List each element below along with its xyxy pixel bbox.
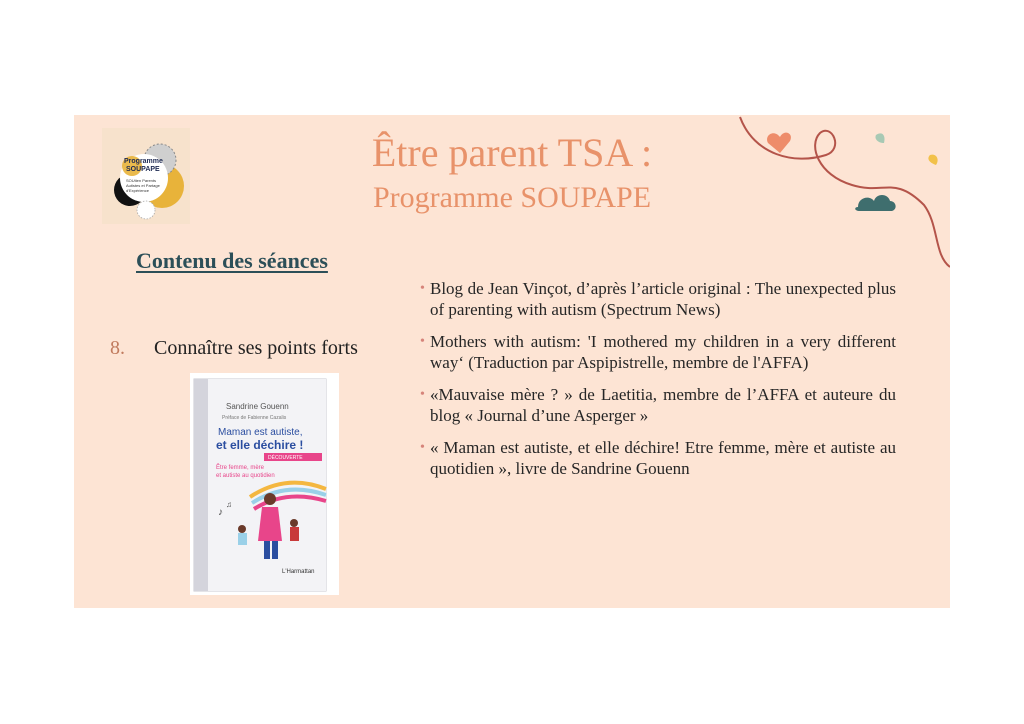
item-text: Connaître ses points forts xyxy=(154,337,358,359)
book-title-1: Maman est autiste, xyxy=(218,427,303,438)
svg-text:♪: ♪ xyxy=(218,507,223,518)
resource-list xyxy=(420,278,896,490)
slide-subtitle: Programme SOUPAPE xyxy=(372,181,652,214)
list-item xyxy=(420,384,896,426)
bullet-icon: • xyxy=(420,440,425,455)
book-author: Sandrine Gouenn xyxy=(226,402,289,411)
logo-text-tagline: SOUtien Parents Autistes et Partage d'Expérience xyxy=(126,178,160,193)
list-item-text: Blog de Jean Vinçot, d’après l’article original : The unexpected plus of parenting with autism (Spectrum News) xyxy=(430,279,896,319)
list-item xyxy=(420,437,896,479)
book-subtitle-2: et autiste au quotidien xyxy=(216,473,275,479)
list-item-text: «Mauvaise mère ? » de Laetitia, membre de l’AFFA et auteure du blog « Journal d’une Asperger » xyxy=(430,385,896,425)
book-banner: DÉCOUVERTE xyxy=(268,455,303,461)
bullet-icon: • xyxy=(420,387,425,402)
book-preface: Préface de Fabienne Cazalis xyxy=(222,415,287,421)
slide-title: Être parent TSA : xyxy=(371,130,653,175)
book-title-2: et elle déchire ! xyxy=(216,438,304,452)
book-publisher: L'Harmattan xyxy=(282,569,315,575)
bullet-icon: • xyxy=(420,281,425,296)
logo-text-soupape: SOUPAPE xyxy=(126,166,160,173)
logo-text-programme: Programme xyxy=(124,158,163,165)
list-item-text: « Maman est autiste, et elle déchire! Etre femme, mère et autiste au quotidien », livre de Sandrine Gouenn xyxy=(430,438,896,478)
list-item xyxy=(420,278,896,320)
book-cover-image xyxy=(190,373,339,595)
svg-text:♫: ♫ xyxy=(226,500,232,509)
list-item xyxy=(420,331,896,373)
bullet-icon: • xyxy=(420,334,425,349)
section-heading: Contenu des séances xyxy=(136,248,328,273)
list-item-text: Mothers with autism: 'I mothered my children in a very different way‘ (Traduction par Aspipistrelle, membre de l'AFFA) xyxy=(430,332,896,372)
book-subtitle-1: Être femme, mère xyxy=(216,465,265,471)
slide xyxy=(74,115,950,608)
item-number: 8. xyxy=(110,337,125,359)
